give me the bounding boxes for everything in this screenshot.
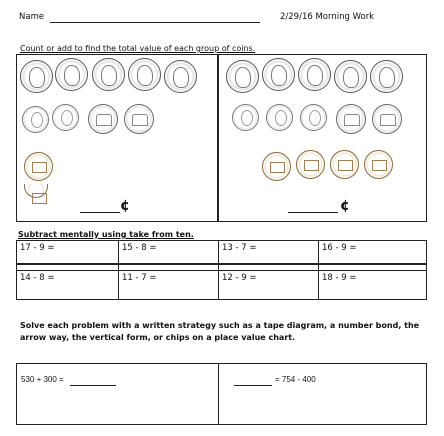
right-total-field[interactable] (288, 212, 338, 213)
strategy-problem-left: 530 + 300 = (21, 375, 64, 384)
quarter-icon (370, 60, 403, 93)
coins-instruction: Count or add to find the total value of each group of coins. (20, 44, 256, 53)
penny-icon (262, 152, 291, 181)
quarter-icon (55, 58, 88, 91)
strategy-right-answer[interactable] (234, 385, 272, 386)
subtract-problem-5: 14 - 8 = (20, 273, 55, 283)
quarter-icon (20, 60, 53, 93)
nickel-icon (372, 104, 402, 134)
subtract-instruction: Subtract mentally using take from ten. (18, 230, 194, 239)
nickel-icon (336, 104, 366, 134)
name-field[interactable] (50, 22, 260, 23)
penny-icon (330, 150, 359, 179)
quarter-icon (128, 58, 161, 91)
dime-icon (300, 104, 327, 131)
dime-icon (266, 104, 293, 131)
dime-icon (22, 106, 49, 133)
coins-divider (217, 55, 219, 221)
subtract-problem-6: 11 - 7 = (122, 273, 157, 283)
left-total-field[interactable] (80, 212, 120, 213)
subtract-problem-1: 17 - 9 = (20, 243, 55, 253)
subtract-problem-2: 15 - 8 = (122, 243, 157, 253)
dime-icon (232, 104, 259, 131)
quarter-icon (226, 60, 259, 93)
col-divider (118, 241, 119, 299)
date-title: 2/29/16 Morning Work (280, 12, 375, 22)
strategy-box (16, 363, 427, 425)
subtract-problem-3: 13 - 7 = (222, 243, 257, 253)
name-label: Name (19, 12, 45, 22)
strategy-instruction: Solve each problem with a written strategy such as a tape diagram, a number bond, the arrow way, the vertical form, or chips on a place value chart. (20, 321, 420, 342)
penny-icon (296, 150, 325, 179)
dime-icon (52, 104, 79, 131)
strategy-problem-right: = 754 - 400 (275, 375, 316, 384)
nickel-icon (88, 104, 118, 134)
left-cents-sign: ¢ (120, 198, 130, 214)
quarter-icon (262, 58, 295, 91)
quarter-icon (334, 60, 367, 93)
nickel-icon (124, 104, 154, 134)
subtract-row-divider-2 (17, 270, 426, 271)
quarter-icon (164, 60, 197, 93)
penny-icon (24, 152, 53, 181)
quarter-icon (298, 58, 331, 91)
penny-icon (364, 150, 393, 179)
subtract-problem-7: 12 - 9 = (222, 273, 257, 283)
subtract-problem-4: 16 - 9 = (322, 243, 357, 253)
strategy-divider (218, 364, 219, 424)
col-divider (318, 241, 319, 299)
strategy-left-answer[interactable] (70, 385, 116, 386)
quarter-icon (92, 58, 125, 91)
col-divider (218, 241, 219, 299)
subtract-row-divider (17, 263, 426, 265)
right-cents-sign: ¢ (340, 198, 350, 214)
subtract-problem-8: 18 - 9 = (322, 273, 357, 283)
